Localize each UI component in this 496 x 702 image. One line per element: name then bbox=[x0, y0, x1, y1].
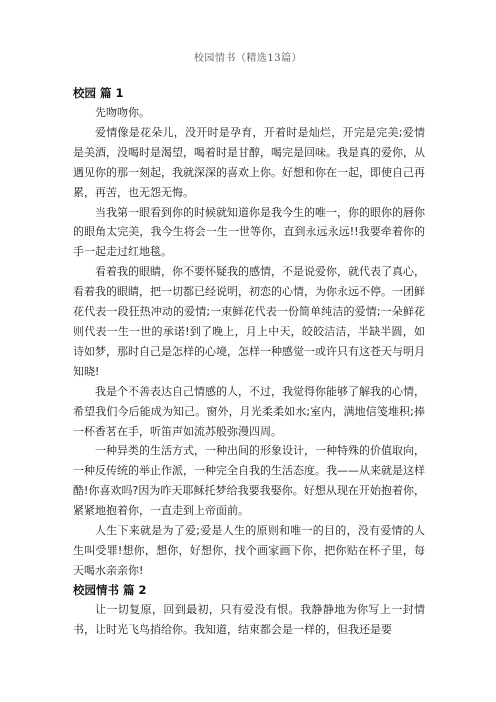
section-1 bbox=[73, 84, 425, 581]
paragraph: 当我第一眼看到你的时候就知道你是我今生的唯一，你的眼你的唇你的眼角太完美，我今生将会一生一世等你，直到永远永远!!我要牵着你的手一起走过红地毯。 bbox=[73, 205, 425, 259]
section-2 bbox=[73, 581, 425, 640]
document-body bbox=[73, 84, 425, 640]
paragraph: 看着我的眼睛，你不要怀疑我的感情，不是说爱你，就代表了真心，看着我的眼睛，把一切都已经说明，初恋的心情，为你永远不停。一团鲜花代表一段狂热冲动的爱情;一束鲜花代表一份简单纯洁的爱情;一朵鲜花则代表一生一世的承诺!到了晚上，月上中天，皎皎洁洁，半缺半圆，如诗如梦，那时自己是怎样的心境，怎样一种感觉一或许只有这苍天与明月知晓! bbox=[73, 265, 425, 378]
document-title: 校园情书（精选13篇） bbox=[193, 53, 303, 64]
paragraph: 让一切复原，回到最初，只有爱没有恨。我静静地为你写上一封情书，让时光飞鸟捎给你。我知道，结束都会是一样的，但我还是要 bbox=[73, 602, 425, 636]
paragraph: 一种异类的生活方式，一种出间的形象设计，一种特殊的价值取向，一种反传统的举止作派，一种完全自我的生活态度。我——从来就是这样酷!你喜欢吗?因为昨天耶稣托梦给我要我娶你。好想从现在开始抱着你，紧紧地抱着你，一直走到上帝面前。 bbox=[73, 444, 425, 518]
paragraph: 人生下来就是为了爱;爱是人生的原则和唯一的目的，没有爱情的人生叫受罪!想你，想你，好想你，找个画家画下你，把你贴在杯子里，每天喝水亲亲你! bbox=[73, 524, 425, 577]
paragraph: 爱情像是花朵儿，没开时是孕育，开着时是灿烂，开完是完美;爱情是美酒，没喝时是渴望，喝着时是甘醇，喝完是回味。我是真的爱你，从遇见你的那一刻起，我就深深的喜欢上你。好想和你在一起，即使自己再累，再苦，也无怨无悔。 bbox=[73, 125, 425, 199]
section-heading: 校园情书 篇 2 bbox=[73, 582, 147, 597]
paragraph: 先吻吻你。 bbox=[95, 106, 150, 119]
section-heading: 校园 篇 1 bbox=[73, 86, 124, 100]
paragraph: 我是个不善表达自己情感的人，不过，我觉得你能够了解我的心情，希望我们今后能成为知己。窗外，月光柔柔如水;室内，满地信笺堆积;捧一杯香茗在手，听笛声如流苏般弥漫四周。 bbox=[73, 384, 425, 438]
